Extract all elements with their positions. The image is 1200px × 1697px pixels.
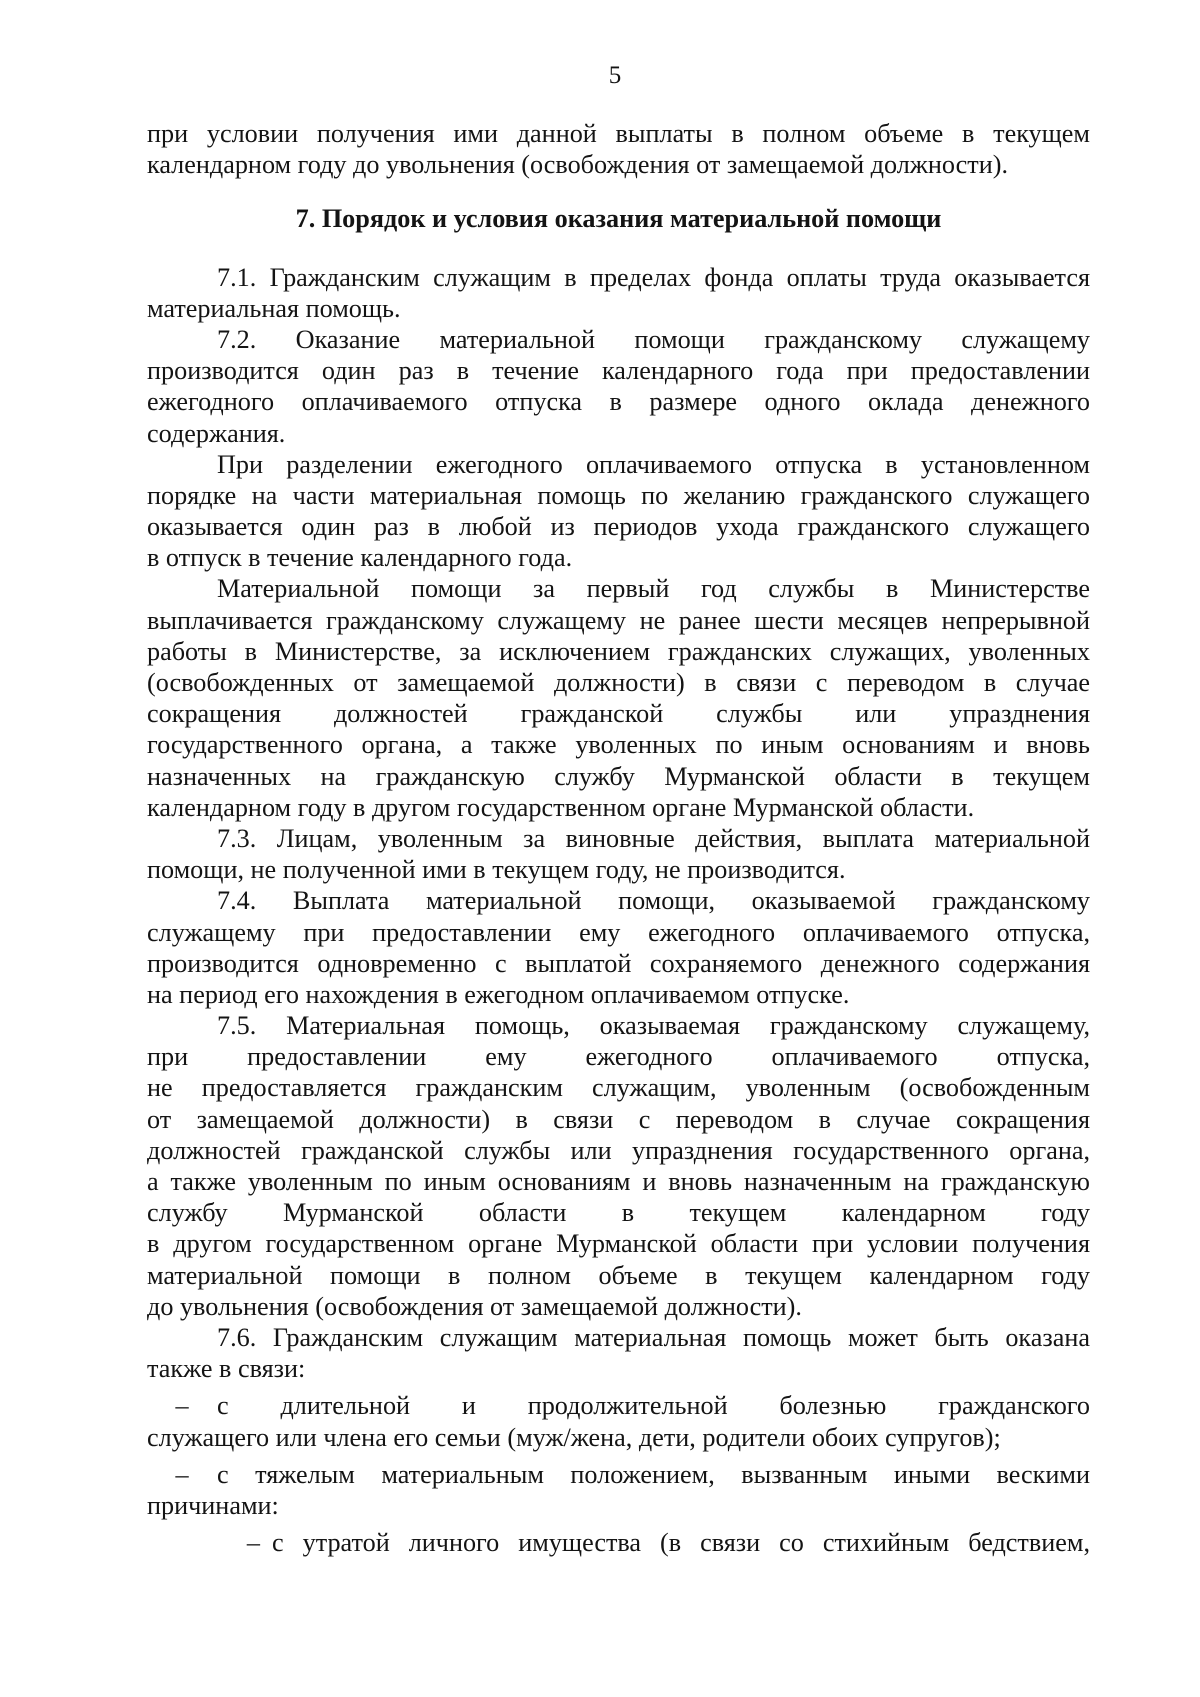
section-heading: 7. Порядок и условия оказания материальной помощи — [295, 204, 942, 234]
list-item-text: с тяжелым материальным положением, вызванным иными вескими — [217, 1459, 1090, 1489]
text-line — [147, 1390, 1090, 1421]
text-line: календарном году до увольнения (освобождения от замещаемой должности). — [147, 150, 1008, 180]
text-line: на период его нахождения в ежегодном оплачиваемом отпуске. — [147, 979, 850, 1009]
text-line: 7.5. Материальная помощь, оказываемая гражданскому служащему, — [217, 1011, 1090, 1041]
text-line: материальная помощь. — [147, 293, 401, 323]
text-line: производится один раз в течение календарного года при предоставлении — [147, 356, 1090, 386]
text-line: оказывается один раз в любой из периодов ухода гражданского служащего — [147, 512, 1090, 542]
text-line: до увольнения (освобождения от замещаемой должности). — [147, 1291, 802, 1321]
paragraph-7-3 — [147, 823, 1090, 885]
text-line: работы в Министерстве, за исключением гражданских служащих, уволенных — [147, 636, 1090, 666]
text-line: Материальной помощи за первый год службы в Министерстве — [217, 574, 1090, 604]
text-line: а также уволенным по иным основаниям и вновь назначенным на гражданскую — [147, 1167, 1090, 1196]
list-item-hardship — [147, 1459, 1090, 1521]
text-line: при предоставлении ему ежегодного оплачиваемого отпуска, — [147, 1042, 1090, 1072]
text-line: причинами: — [147, 1490, 279, 1520]
list-item-text: с длительной и продолжительной болезнью гражданского — [217, 1391, 1090, 1421]
text-line: 7.6. Гражданским служащим материальная помощь может быть оказана — [217, 1322, 1090, 1352]
continuation-paragraph — [147, 118, 1090, 180]
list-item-property-loss — [147, 1527, 1090, 1558]
text-line: в отпуск в течение календарного года. — [147, 543, 573, 573]
list-item-text: с утратой личного имущества (в связи со стихийным бедствием, — [272, 1528, 1090, 1558]
text-line: служащему при предоставлении ему ежегодного оплачиваемого отпуска, — [147, 917, 1090, 947]
text-line: календарном году в другом государственном органе Мурманской области. — [147, 792, 975, 822]
paragraph-7-6 — [147, 1322, 1090, 1384]
text-line: 7.3. Лицам, уволенным за виновные действия, выплата материальной — [217, 823, 1090, 853]
text-line: службу Мурманской области в текущем календарном году — [147, 1198, 1090, 1228]
text-line: порядке на части материальная помощь по желанию гражданского служащего — [147, 480, 1090, 510]
paragraph-7-2 — [147, 324, 1090, 449]
text-line: выплачивается гражданскому служащему не ранее шести месяцев непрерывной — [147, 605, 1090, 635]
text-line: также в связи: — [147, 1354, 306, 1384]
text-line: 7.2. Оказание материальной помощи гражданскому служащему — [217, 324, 1090, 354]
text-line: при условии получения ими данной выплаты в полном объеме в текущем — [147, 119, 1090, 148]
text-line: производится одновременно с выплатой сохраняемого денежного содержания — [147, 948, 1090, 978]
text-line: (освобожденных от замещаемой должности) в связи с переводом в случае — [147, 668, 1090, 697]
list-dash: – — [246, 1528, 260, 1558]
text-line: назначенных на гражданскую службу Мурманской области в текущем — [147, 761, 1090, 791]
page-number: 5 — [608, 62, 622, 89]
text-line — [147, 1459, 1090, 1490]
text-line — [147, 1527, 1090, 1558]
text-line: ежегодного оплачиваемого отпуска в размере одного оклада денежного — [147, 387, 1090, 417]
paragraph-7-5 — [147, 1010, 1090, 1322]
text-line: содержания. — [147, 418, 286, 448]
text-line: сокращения должностей гражданской службы или упразднения — [147, 699, 1090, 729]
paragraph-7-2-first-year — [147, 573, 1090, 823]
list-dash: – — [175, 1459, 189, 1489]
text-line: служащего или члена его семьи (муж/жена, дети, родители обоих супругов); — [147, 1422, 1001, 1452]
paragraph-7-2-split-vacation — [147, 449, 1090, 574]
text-line: не предоставляется гражданским служащим, уволенным (освобожденным — [147, 1073, 1090, 1103]
list-item-illness — [147, 1390, 1090, 1452]
text-line: 7.1. Гражданским служащим в пределах фонда оплаты труда оказывается — [217, 262, 1090, 292]
paragraph-7-4 — [147, 885, 1090, 1010]
text-line: помощи, не полученной ими в текущем году, не производится. — [147, 855, 846, 885]
document-body — [147, 118, 1090, 1558]
text-line: При разделении ежегодного оплачиваемого отпуска в установленном — [217, 449, 1090, 479]
text-line: материальной помощи в полном объеме в текущем календарном году — [147, 1260, 1090, 1290]
text-line: в другом государственном органе Мурманской области при условии получения — [147, 1229, 1090, 1259]
text-line: 7.4. Выплата материальной помощи, оказываемой гражданскому — [217, 886, 1090, 916]
text-line: государственного органа, а также уволенных по иным основаниям и вновь — [147, 730, 1090, 760]
text-line: от замещаемой должности) в связи с переводом в случае сокращения — [147, 1104, 1090, 1134]
text-line: должностей гражданской службы или упразднения государственного органа, — [147, 1135, 1090, 1165]
list-dash: – — [175, 1391, 189, 1421]
paragraph-7-1 — [147, 262, 1090, 324]
